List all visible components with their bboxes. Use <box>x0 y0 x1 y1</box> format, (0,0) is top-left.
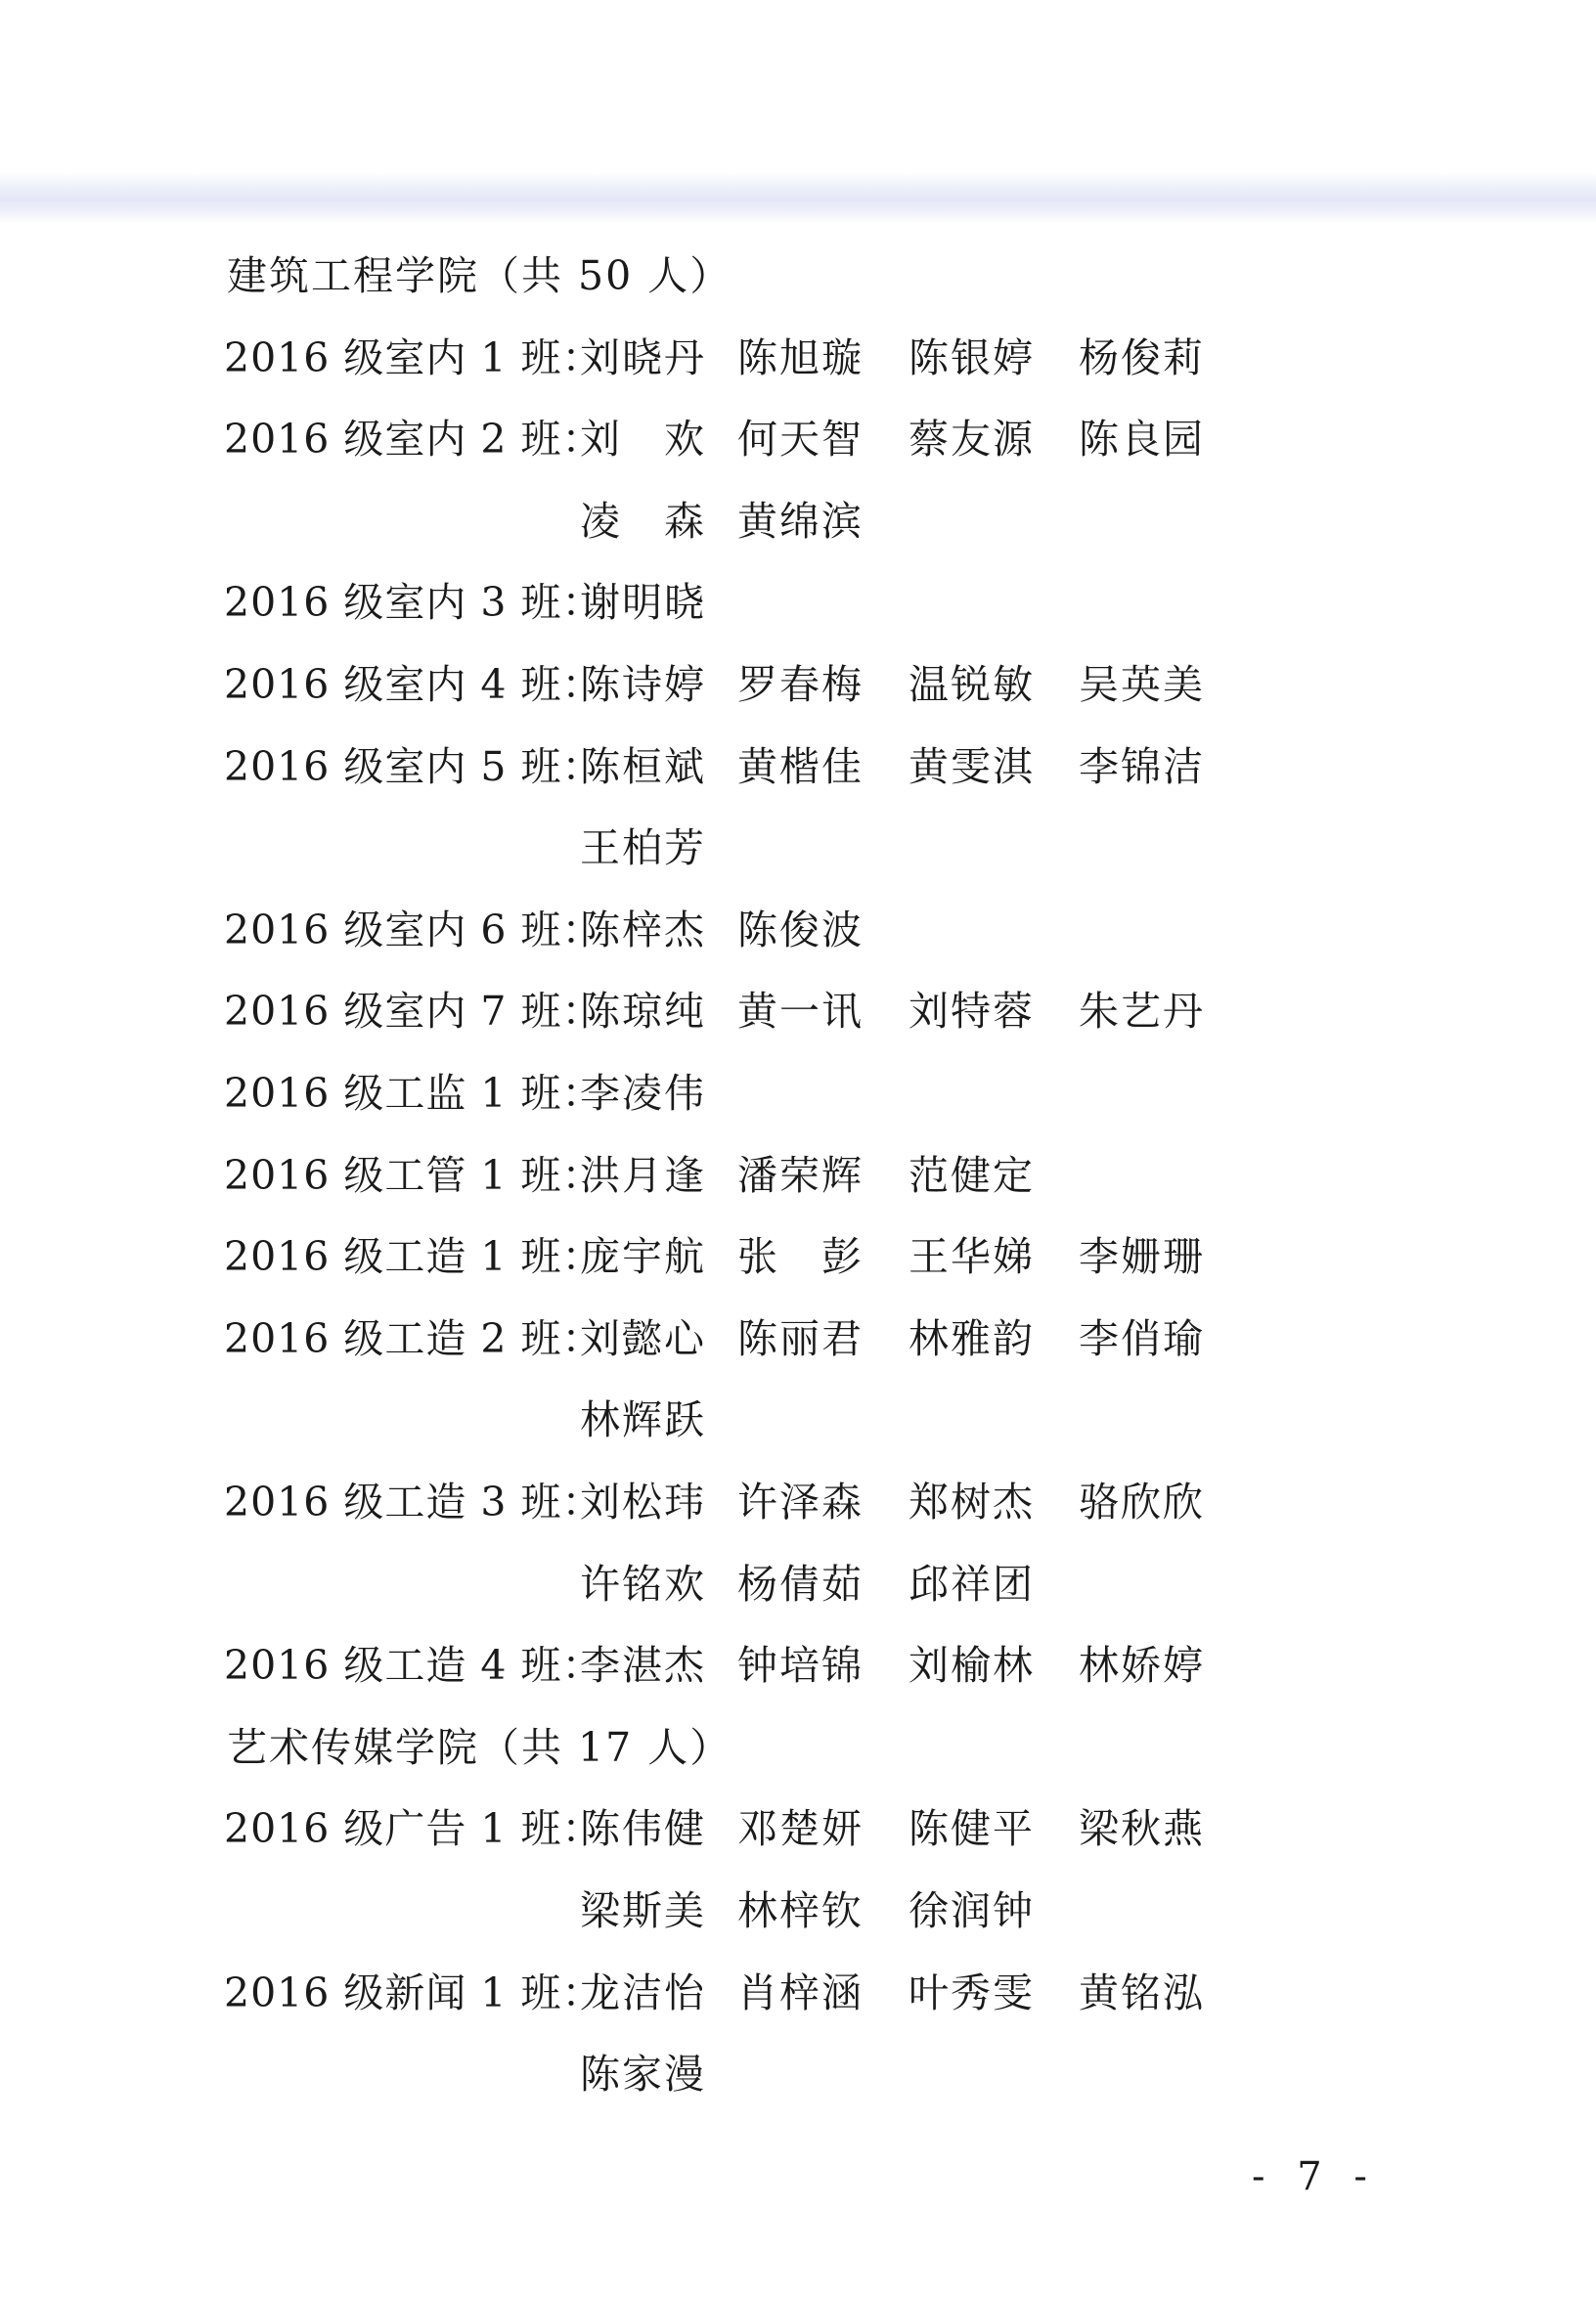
page-number: - 7 - <box>1252 2154 1377 2199</box>
student-name: 陈丽君 <box>737 1315 864 1362</box>
student-name: 陈旭璇 <box>737 334 864 381</box>
student-name: 王柏芳 <box>580 824 706 871</box>
class-label: 2016 级工造 1 班： <box>224 1233 603 1280</box>
class-label: 2016 级室内 7 班： <box>224 988 603 1035</box>
student-name: 陈梓杰 <box>580 907 706 953</box>
student-name: 刘特蓉 <box>909 988 1035 1035</box>
class-label: 2016 级新闻 1 班： <box>224 1969 603 2016</box>
student-name: 李凌伟 <box>580 1070 706 1117</box>
student-name: 李俏瑜 <box>1079 1315 1205 1362</box>
student-name: 陈银婷 <box>909 334 1035 381</box>
student-name: 黄一讯 <box>737 988 864 1035</box>
class-label: 2016 级工造 4 班： <box>224 1642 603 1689</box>
student-name: 肖梓涵 <box>737 1969 864 2016</box>
student-name: 范健定 <box>909 1152 1035 1199</box>
student-name: 何天智 <box>737 416 864 463</box>
student-name: 陈琼纯 <box>580 988 706 1035</box>
student-name: 林辉跃 <box>580 1396 706 1443</box>
student-name: 叶秀雯 <box>909 1969 1035 2016</box>
class-label: 2016 级室内 3 班： <box>224 579 603 626</box>
student-name: 黄雯淇 <box>909 743 1035 790</box>
section-title: 艺术传媒学院（共 17 人） <box>227 1724 732 1771</box>
student-name: 陈桓斌 <box>580 743 706 790</box>
scan-header-band <box>0 172 1596 223</box>
student-name: 刘 欢 <box>580 416 706 463</box>
student-name: 刘晓丹 <box>580 334 706 381</box>
class-label: 2016 级广告 1 班： <box>224 1805 603 1852</box>
student-name: 黄楷佳 <box>737 743 864 790</box>
class-label: 2016 级工监 1 班： <box>224 1070 603 1117</box>
student-name: 邱祥团 <box>909 1561 1035 1608</box>
student-name: 林娇婷 <box>1079 1642 1205 1689</box>
student-name: 陈良园 <box>1079 416 1205 463</box>
student-name: 陈家漫 <box>580 2051 706 2098</box>
student-name: 林雅韵 <box>909 1315 1035 1362</box>
student-name: 温锐敏 <box>909 661 1035 708</box>
section-title: 建筑工程学院（共 50 人） <box>227 252 732 299</box>
student-name: 吴英美 <box>1079 661 1205 708</box>
class-label: 2016 级工造 3 班： <box>224 1479 603 1526</box>
student-name: 朱艺丹 <box>1079 988 1205 1035</box>
student-name: 李湛杰 <box>580 1642 706 1689</box>
student-name: 陈诗婷 <box>580 661 706 708</box>
student-name: 杨倩茹 <box>737 1561 864 1608</box>
student-name: 李锦洁 <box>1079 743 1205 790</box>
student-name: 黄绵滨 <box>737 498 864 545</box>
student-name: 许铭欢 <box>580 1561 706 1608</box>
student-name: 庞宇航 <box>580 1233 706 1280</box>
student-name: 洪月逢 <box>580 1152 706 1199</box>
student-name: 梁秋燕 <box>1079 1805 1205 1852</box>
student-name: 凌 森 <box>580 498 706 545</box>
student-name: 杨俊莉 <box>1079 334 1205 381</box>
student-name: 陈伟健 <box>580 1805 706 1852</box>
student-name: 刘榆林 <box>909 1642 1035 1689</box>
student-name: 蔡友源 <box>909 416 1035 463</box>
student-name: 邓楚妍 <box>737 1805 864 1852</box>
student-name: 刘松玮 <box>580 1479 706 1526</box>
class-label: 2016 级工造 2 班： <box>224 1315 603 1362</box>
student-name: 谢明晓 <box>580 579 706 626</box>
class-label: 2016 级室内 1 班： <box>224 334 603 381</box>
student-name: 陈俊波 <box>737 907 864 953</box>
student-name: 郑树杰 <box>909 1479 1035 1526</box>
student-name: 梁斯美 <box>580 1887 706 1934</box>
student-name: 黄铭泓 <box>1079 1969 1205 2016</box>
student-name: 张 彭 <box>737 1233 864 1280</box>
student-name: 陈健平 <box>909 1805 1035 1852</box>
student-name: 李姗珊 <box>1079 1233 1205 1280</box>
student-name: 刘懿心 <box>580 1315 706 1362</box>
student-name: 徐润钟 <box>909 1887 1035 1934</box>
student-name: 钟培锦 <box>737 1642 864 1689</box>
student-name: 许泽森 <box>737 1479 864 1526</box>
student-name: 潘荣辉 <box>737 1152 864 1199</box>
class-label: 2016 级室内 6 班： <box>224 907 603 953</box>
student-name: 王华娣 <box>909 1233 1035 1280</box>
class-label: 2016 级室内 5 班： <box>224 743 603 790</box>
class-label: 2016 级室内 4 班： <box>224 661 603 708</box>
student-name: 骆欣欣 <box>1079 1479 1205 1526</box>
student-name: 罗春梅 <box>737 661 864 708</box>
student-name: 龙洁怡 <box>580 1969 706 2016</box>
class-label: 2016 级工管 1 班： <box>224 1152 603 1199</box>
student-name: 林梓钦 <box>737 1887 864 1934</box>
class-label: 2016 级室内 2 班： <box>224 416 603 463</box>
